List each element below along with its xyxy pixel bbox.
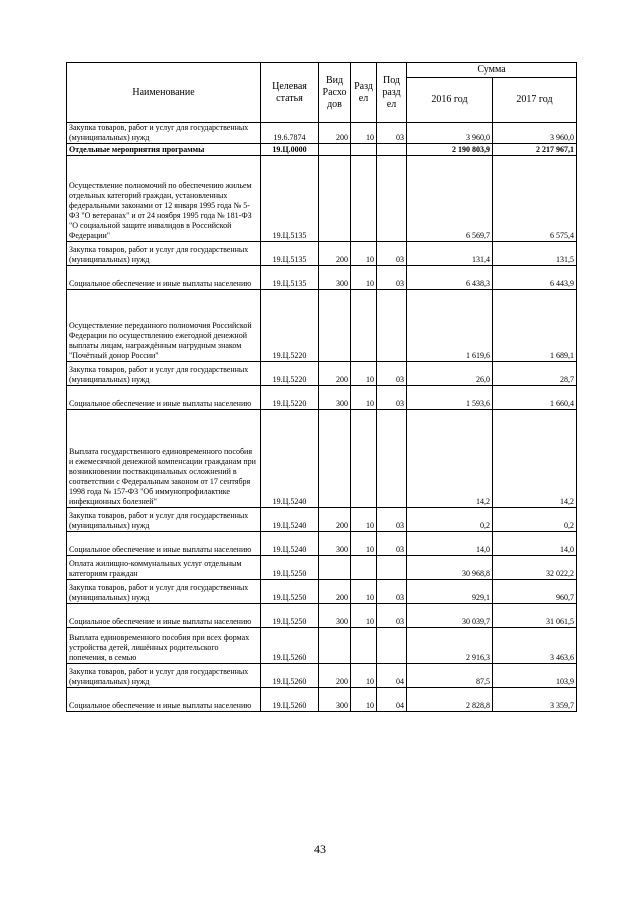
row-sum-2016: 2 828,8	[407, 688, 493, 712]
row-section: 10	[351, 266, 377, 290]
row-sum-2017: 1 660,4	[493, 386, 577, 410]
header-type: Вид Расхо дов	[319, 63, 351, 123]
row-section: 10	[351, 123, 377, 144]
row-sum-2017: 28,7	[493, 362, 577, 386]
row-sum-2017: 32 022,2	[493, 556, 577, 580]
row-name: Закупка товаров, работ и услуг для государственных (муниципальных) нужд	[67, 362, 261, 386]
row-sum-2017: 31 061,5	[493, 604, 577, 628]
row-name: Закупка товаров, работ и услуг для государственных (муниципальных) нужд	[67, 508, 261, 532]
row-section: 10	[351, 386, 377, 410]
row-type	[319, 556, 351, 580]
row-type: 300	[319, 688, 351, 712]
row-type	[319, 144, 351, 156]
row-target: 19.Ц.5260	[261, 628, 319, 664]
row-sum-2017: 3 463,6	[493, 628, 577, 664]
header-subsection: Под разд ел	[377, 63, 407, 123]
row-sum-2017: 2 217 967,1	[493, 144, 577, 156]
row-type	[319, 290, 351, 362]
row-sum-2017: 3 960,0	[493, 123, 577, 144]
row-target: 19.Ц.5240	[261, 508, 319, 532]
row-target: 19.Ц.5135	[261, 266, 319, 290]
row-name: Закупка товаров, работ и услуг для государственных (муниципальных) нужд	[67, 664, 261, 688]
row-name: Социальное обеспечение и иные выплаты населению	[67, 604, 261, 628]
row-target: 19.Ц.5250	[261, 580, 319, 604]
row-sum-2016: 3 960,0	[407, 123, 493, 144]
row-name: Социальное обеспечение и иные выплаты населению	[67, 532, 261, 556]
table-row	[67, 580, 577, 604]
row-section: 10	[351, 580, 377, 604]
row-name: Социальное обеспечение и иные выплаты населению	[67, 386, 261, 410]
row-sum-2017: 6 575,4	[493, 156, 577, 242]
row-name: Закупка товаров, работ и услуг для государственных (муниципальных) нужд	[67, 580, 261, 604]
row-sum-2016: 30 039,7	[407, 604, 493, 628]
table-row	[67, 242, 577, 266]
row-sum-2017: 6 443,9	[493, 266, 577, 290]
table-row	[67, 532, 577, 556]
row-sum-2016: 2 190 803,9	[407, 144, 493, 156]
header-year-2017: 2017 год	[493, 78, 577, 123]
row-name: Осуществление полномочий по обеспечению жильем отдельных категорий граждан, установленных федеральными законами от 12 января 1995 года № 5-ФЗ "О ветеранах" и от 24 ноября 1995 года № 181-ФЗ "О социальной защите инвалидов в Российской Федерации"	[67, 156, 261, 242]
row-sum-2016: 26,0	[407, 362, 493, 386]
row-type: 300	[319, 532, 351, 556]
row-target: 19.Ц.5220	[261, 362, 319, 386]
row-subsection: 04	[377, 664, 407, 688]
table-row	[67, 156, 577, 242]
row-subsection	[377, 290, 407, 362]
row-target: 19.Ц.5240	[261, 532, 319, 556]
row-name: Закупка товаров, работ и услуг для государственных (муниципальных) нужд	[67, 242, 261, 266]
table-row	[67, 362, 577, 386]
row-subsection: 03	[377, 532, 407, 556]
row-section	[351, 290, 377, 362]
table-row	[67, 123, 577, 144]
row-sum-2017: 14,2	[493, 410, 577, 508]
row-target: 19.6.7874	[261, 123, 319, 144]
row-type: 300	[319, 266, 351, 290]
row-type: 300	[319, 386, 351, 410]
row-sum-2016: 14,2	[407, 410, 493, 508]
row-subsection	[377, 628, 407, 664]
row-sum-2016: 87,5	[407, 664, 493, 688]
row-section: 10	[351, 242, 377, 266]
row-sum-2017: 960,7	[493, 580, 577, 604]
row-subsection: 03	[377, 604, 407, 628]
row-subsection: 03	[377, 508, 407, 532]
table-row	[67, 556, 577, 580]
row-subsection	[377, 556, 407, 580]
row-name: Оплата жилищно-коммунальных услуг отдельным категориям граждан	[67, 556, 261, 580]
table-body	[67, 123, 577, 712]
row-section: 10	[351, 362, 377, 386]
row-type: 200	[319, 508, 351, 532]
row-type	[319, 410, 351, 508]
row-type	[319, 628, 351, 664]
row-subsection: 03	[377, 580, 407, 604]
table-row	[67, 410, 577, 508]
row-sum-2016: 131,4	[407, 242, 493, 266]
table-row	[67, 628, 577, 664]
budget-table	[66, 62, 577, 712]
row-name: Осуществление переданного полномочия Российской Федерации по осуществлению ежегодной денежной выплаты лицам, награждённым нагрудным знаком "Почётный донор России"	[67, 290, 261, 362]
row-subsection: 04	[377, 688, 407, 712]
row-target: 19.Ц.5220	[261, 290, 319, 362]
row-sum-2017: 14,0	[493, 532, 577, 556]
row-subsection	[377, 410, 407, 508]
row-target: 19.Ц.5250	[261, 556, 319, 580]
row-section	[351, 628, 377, 664]
row-name: Закупка товаров, работ и услуг для государственных (муниципальных) нужд	[67, 123, 261, 144]
row-target: 19.Ц.5220	[261, 386, 319, 410]
row-type: 200	[319, 362, 351, 386]
row-subsection: 03	[377, 266, 407, 290]
table-row	[67, 664, 577, 688]
row-section: 10	[351, 688, 377, 712]
row-target: 19.Ц.5250	[261, 604, 319, 628]
row-sum-2016: 1 619,6	[407, 290, 493, 362]
row-sum-2016: 2 916,3	[407, 628, 493, 664]
row-subsection: 03	[377, 242, 407, 266]
row-section: 10	[351, 604, 377, 628]
table-header	[67, 63, 577, 123]
row-target: 19.Ц.5260	[261, 664, 319, 688]
header-name: Наименование	[67, 63, 261, 123]
header-sum: Сумма	[407, 63, 577, 78]
table-row	[67, 144, 577, 156]
row-target: 19.Ц.5260	[261, 688, 319, 712]
row-sum-2017: 1 689,1	[493, 290, 577, 362]
row-section	[351, 556, 377, 580]
row-section: 10	[351, 508, 377, 532]
page-number: 43	[314, 842, 326, 856]
header-year-2016: 2016 год	[407, 78, 493, 123]
row-sum-2017: 103,9	[493, 664, 577, 688]
row-subsection: 03	[377, 123, 407, 144]
row-type: 200	[319, 664, 351, 688]
row-type: 200	[319, 580, 351, 604]
row-name: Выплата единовременного пособия при всех формах устройства детей, лишённых родительского попечения, в семью	[67, 628, 261, 664]
row-sum-2017: 0,2	[493, 508, 577, 532]
row-target: 19.Ц.5135	[261, 242, 319, 266]
row-name: Социальное обеспечение и иные выплаты населению	[67, 266, 261, 290]
table-row	[67, 290, 577, 362]
row-name: Выплата государственного единовременного пособия и ежемесячной денежной компенсации гражданам при возникновении поствакцинальных осложнений в соответствии с Федеральным законом от 17 сентября 1998 года № 157-ФЗ "Об иммунопрофилактике инфекционных болезней"	[67, 410, 261, 508]
header-section: Разд ел	[351, 63, 377, 123]
row-subsection	[377, 144, 407, 156]
row-sum-2016: 1 593,6	[407, 386, 493, 410]
row-type	[319, 156, 351, 242]
table-row	[67, 386, 577, 410]
row-target: 19.Ц.5135	[261, 156, 319, 242]
row-subsection	[377, 156, 407, 242]
row-sum-2016: 30 968,8	[407, 556, 493, 580]
row-sum-2016: 929,1	[407, 580, 493, 604]
row-section: 10	[351, 532, 377, 556]
row-section: 10	[351, 664, 377, 688]
row-subsection: 03	[377, 362, 407, 386]
row-sum-2017: 131,5	[493, 242, 577, 266]
row-sum-2016: 6 438,3	[407, 266, 493, 290]
table-row	[67, 266, 577, 290]
row-sum-2016: 14,0	[407, 532, 493, 556]
row-type: 200	[319, 242, 351, 266]
table-row	[67, 688, 577, 712]
row-section	[351, 144, 377, 156]
table-row	[67, 604, 577, 628]
row-name: Отдельные мероприятия программы	[67, 144, 261, 156]
row-section	[351, 410, 377, 508]
row-sum-2017: 3 359,7	[493, 688, 577, 712]
table-row	[67, 508, 577, 532]
row-target: 19.Ц.5240	[261, 410, 319, 508]
header-target: Целевая статья	[261, 63, 319, 123]
row-section	[351, 156, 377, 242]
row-target: 19.Ц.0000	[261, 144, 319, 156]
row-sum-2016: 6 569,7	[407, 156, 493, 242]
row-subsection: 03	[377, 386, 407, 410]
row-type: 300	[319, 604, 351, 628]
row-name: Социальное обеспечение и иные выплаты населению	[67, 688, 261, 712]
row-sum-2016: 0,2	[407, 508, 493, 532]
row-type: 200	[319, 123, 351, 144]
